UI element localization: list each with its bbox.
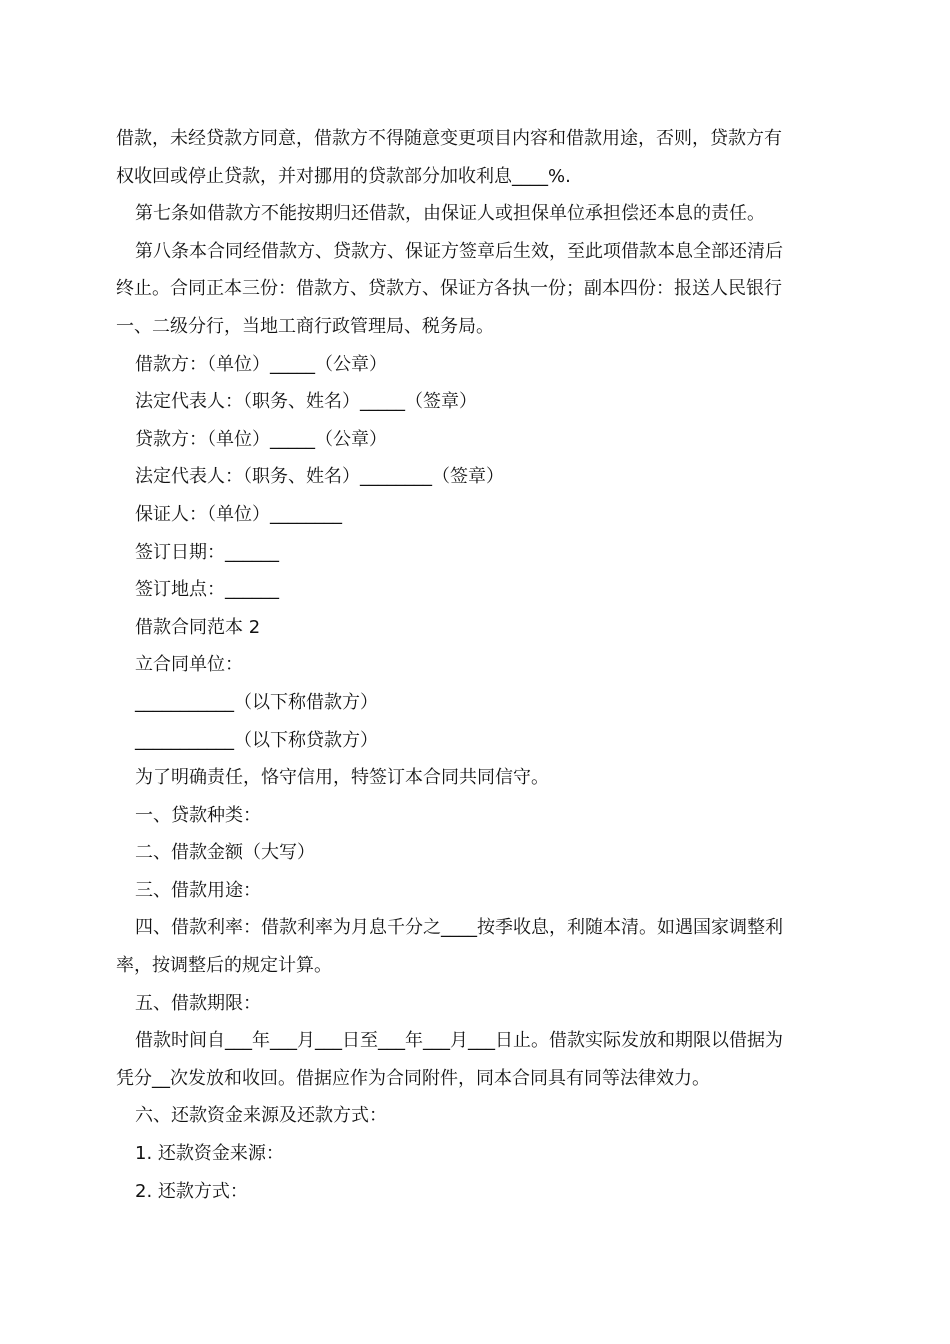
text-line: 法定代表人：（职务、姓名）________（签章） [135,466,504,488]
text-line: 第七条如借款方不能按期归还借款，由保证人或担保单位承担偿还本息的责任。 [135,203,765,225]
text-line: 一、二级分行，当地工商行政管理局、税务局。 [116,315,494,337]
text-line: 六、还款资金来源及还款方式： [135,1105,387,1127]
text-line: ___________（以下称贷款方） [135,729,378,751]
document-page [116,120,840,1210]
text-line: 终止。合同正本三份：借款方、贷款方、保证方各执一份；副本四份：报送人民银行 [116,278,782,300]
text-line: 借款合同范本 2 [135,616,261,638]
text-line: 签订日期：______ [135,541,279,563]
text-line: 为了明确责任，恪守信用，特签订本合同共同信守。 [135,767,549,789]
text-line: 2. 还款方式： [135,1180,248,1202]
text-line: 权收回或停止贷款，并对挪用的贷款部分加收利息____%. [116,165,571,187]
text-line: 1. 还款资金来源： [135,1143,284,1165]
text-line: 一、贷款种类： [135,804,261,826]
text-line: 二、借款金额（大写） [135,842,315,864]
text-line: 第八条本合同经借款方、贷款方、保证方签章后生效，至此项借款本息全部还清后 [135,240,783,262]
text-line: 借款方：（单位）_____（公章） [135,353,387,375]
text-line: 五、借款期限： [135,992,261,1014]
text-line: 法定代表人：（职务、姓名）_____（签章） [135,391,477,413]
text-line: 四、借款利率：借款利率为月息千分之____按季收息，利随本清。如遇国家调整利 [135,917,783,939]
text-line: 借款时间自___年___月___日至___年___月___日止。借款实际发放和期限以借据为 [135,1030,783,1052]
text-line: 率，按调整后的规定计算。 [116,955,332,977]
text-line: 签订地点：______ [135,579,279,601]
text-line: 凭分__次发放和收回。借据应作为合同附件，同本合同具有同等法律效力。 [116,1067,710,1089]
text-line: 立合同单位： [135,654,243,676]
text-line: 三、借款用途： [135,879,261,901]
text-line: ___________（以下称借款方） [135,691,378,713]
text-line: 贷款方：（单位）_____（公章） [135,428,387,450]
text-line: 保证人：（单位）________ [135,503,342,525]
text-line: 借款，未经贷款方同意，借款方不得随意变更项目内容和借款用途，否则，贷款方有 [116,128,782,149]
